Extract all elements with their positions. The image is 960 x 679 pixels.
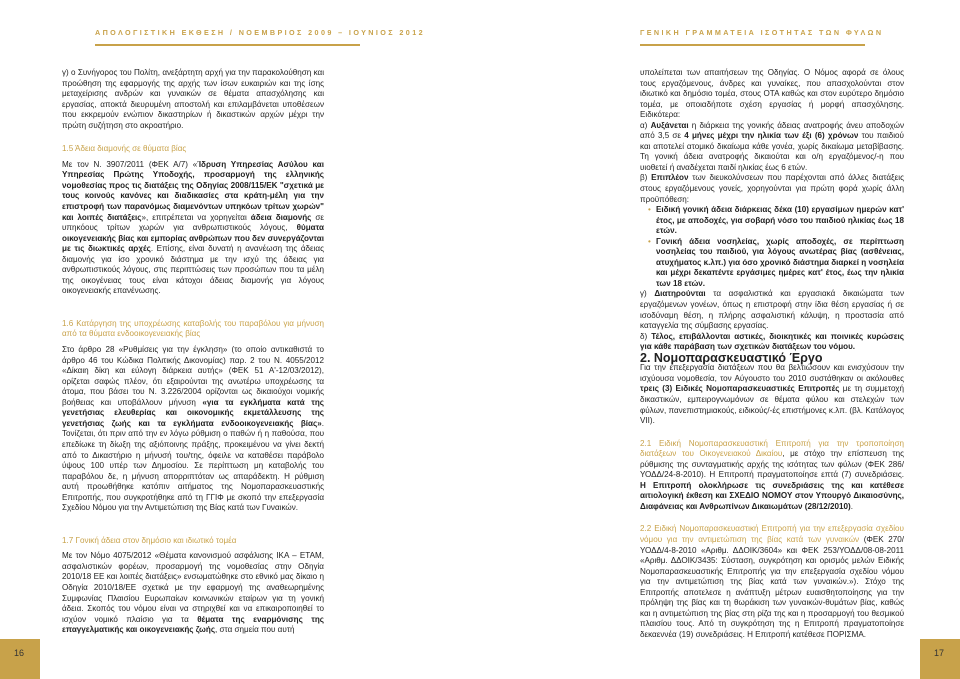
paragraph-committees: Για την επεξεργασία διατάξεων που θα βελτιώσουν και ενισχύσουν την ισχύουσα νομοθεσία, τον Αύγουστο του 2010 συστάθηκαν οι ακόλουθες τρεις (3) Ειδικές Νομοπαρασκευαστικές Επιτροπές με τη συμμετοχή δικαστικών, εμπειρογνωμόνων σε θέματα φύλου και στελεχών των φύλων, πανεπιστημιακούς, ειδικούς/-ές επιστήμονες κ.λπ. (βλ. Κατάλογος VII). (640, 363, 904, 426)
section-heading-1-7: 1.7 Γονική άδεια στον δημόσιο και ιδιωτικό τομέα (62, 535, 237, 545)
item-a: α) Αυξάνεται η διάρκεια της γονικής άδειας ανατροφής άνευ αποδοχών από 3,5 σε 4 μήνες μέχρι την ηλικία των έξι (6) χρόνων του παιδιού και αποτελεί ατομικό δικαίωμα κάθε γονέα, χωρίς δικαίωμα μεταβίβασης. Τη γονική άδεια ανατροφής δικαιούται και ο/η εργαζόμενος/-η που υιοθετεί ή αναδέχεται παιδί ηλικίας έως 6 ετών. (640, 120, 904, 172)
paragraph-parental-leave: Με τον Νόμο 4075/2012 «Θέματα κανονισμού ασφάλισης ΙΚΑ – ΕΤΑΜ, ασφαλιστικών φορέων, προσαρμογή της νομοθεσίας στην Οδηγία 2010/18 ΕΕ και λοιπές διατάξεις» ενσωματώθηκε στο εθνικό μας δίκαιο η Οδηγία 2010/18/ΕΕ σχετικά με την εφαρμογή της αναθεωρημένης Συμφωνίας Πλαισίου Ευρωπαίων κοινωνικών εταίρων για τη γονική άδεια. Σκοπός του νόμου είναι να στηριχθεί και να επικαιροποιηθεί το ισχύον νομικό πλαίσιο για τα θέματα της εναρμόνισης της επαγγελματικής και οικογενειακής ζωής, στα σημεία που αυτή (62, 551, 324, 635)
running-header-left: ΑΠΟΛΟΓΙΣΤΙΚΗ ΕΚΘΕΣΗ / ΝΟΕΜΒΡΙΟΣ 2009 – ΙΟΥΝΙΟΣ 2012 (95, 28, 425, 37)
paragraph-complaint-fee: Στο άρθρο 28 «Ρυθμίσεις για την έγκληση» (το οποίο αντικαθιστά το άρθρο 46 του Κώδικα Πολιτικής Δικονομίας) παρ. 2 του Ν. 4055/2012 «Δίκαιη δίκη και εύλογη διάρκεια αυτής» (ΦΕΚ 51 Α'-12/03/2012), ορίζεται σαφώς πλέον, ότι εξαιρούνται της ανωτέρω υποχρέωσης τα άτομα, που βάσει του Ν. 3.226/2004 ορίζονται ως δικαιούχοι νομικής βοήθειας και υποβάλλουν μήνυση «για τα εγκλήματα κατά της γενετήσιας ελευθερίας και οικονομικής εκμετάλλευσης της γενετήσιας ζωής και τα εγκλήματα ενδοοικογενειακής βίας». Τονίζεται, ότι πριν από την εν λόγω ρύθμιση ο παθών ή η παθούσα, που επεδίωκε τη δίωξη της αξιόποινης πράξης, προκειμένου να γίνει δεκτή από το Δικαστήριο η μήνυσή του/της, όφειλε να καταθέσει παράβολο ύψους 100 υπέρ των Δημοσίου. Σε περίπτωση μη καταβολής του παραβόλου δε, η μήνυση απορριπτόταν ως απαράδεκτη. Η ρύθμιση αυτή προωθήθηκε κατόπιν αιτήματος της Νομοπαρασκευαστικής Επιτροπής, που συγκροτήθηκε από τη ΓΓΙΦ με σκοπό την επεξεργασία Σχεδίου Νόμου για την Αντιμετώπιση της Βίας κατά των Γυναικών. (62, 345, 324, 513)
item-c: γ) Διατηρούνται τα ασφαλιστικά και εργασιακά δικαιώματα των εργαζόμενων γονέων, όπως η επιστροφή στην ίδια θέση εργασίας ή σε ισοδύναμη θέση, η πλήρης ασφαλιστική κάλυψη, η προστασία από καταγγελία της σύμβασης εργασίας. (640, 289, 904, 331)
section-heading-2-2: 2.2 Ειδική Νομοπαρασκευαστική Επιτροπή για την επεξεργασία σχεδίου νόμου για την αντιμετώπιση της βίας κατά των γυναικών (640, 524, 904, 544)
paragraph-2-1: 2.1 Ειδική Νομοπαρασκευαστική Επιτροπή για την τροποποίηση διατάξεων του Οικογενειακού Δικαίου, με στόχο την επίσπευση της ρύθμισης της συνταγματικής αρχής της ισότητας των φύλων (ΦΕΚ 286/ΥΟΔΔ/24-8-2010). Η Επιτροπή πραγματοποίησε επτά (7) συνεδριάσεις. Η Επιτροπή ολοκλήρωσε τις συνεδριάσεις της και κατέθεσε αιτιολογική έκθεση και ΣΧΕΔΙΟ ΝΟΜΟΥ στον Υπουργό Δικαιοσύνης, Διαφάνειας και Ανθρωπίνων Δικαιωμάτων (28/12/2010). (640, 438, 905, 511)
header-rule-right (640, 44, 865, 46)
page-number-right: 17 (934, 648, 945, 658)
page-number-box-left (0, 639, 40, 679)
paragraph-ombudsman: γ) ο Συνήγορος του Πολίτη, ανεξάρτητη αρχή για την παρακολούθηση και προώθηση της εφαρμογής της αρχής των ίσων ευκαιριών και της ίσης μεταχείρισης ανδρών και γυναικών σε θέματα απασχόλησης και εργασίας, αποκτά διευρυμένη αποστολή και επιλαμβάνεται υποθέσεων που εκκρεμούν ενώπιον δικαστηρίων ή δικαστικών αρχών μέχρι την πρώτη συζήτηση στο ακροατήριο. (62, 68, 324, 130)
item-b: β) Επιπλέον των διευκολύνσεων που παρέχονται από άλλες διατάξεις στους εργαζόμενους γονείς, χορηγούνται για πρώτη φορά χωρίς άλλη προϋπόθεση: (640, 173, 904, 204)
section-heading-2-1: 2.1 Ειδική Νομοπαρασκευαστική Επιτροπή για την τροποποίηση διατάξεων του Οικογενειακού Δικαίου (640, 438, 904, 459)
right-page-column (640, 68, 904, 640)
bullet-list-leave (640, 205, 904, 289)
header-rule-left (95, 44, 360, 46)
list-item: • Γονική άδεια νοσηλείας, χωρίς αποδοχές, σε περίπτωση νοσηλείας του παιδιού, για λόγους ανωτέρας βίας (ασθένειας, ατυχήματος κ.λπ.) για όσο χρονικό διάστημα διαρκεί η νοσηλεία και μέχρι δεκαπέντε εργάσιμες ημέρες κατ' έτος, έως την ηλικία των 18 ετών. (650, 237, 904, 290)
paragraph-residence-permit: Με τον Ν. 3907/2011 (ΦΕΚ Α/7) «Ίδρυση Υπηρεσίας Ασύλου και Υπηρεσίας Πρώτης Υποδοχής, προσαρμογή της ελληνικής νομοθεσίας προς τις διατάξεις της Οδηγίας 2008/115/ΕΚ "σχετικά με τους κοινούς κανόνες και διαδικασίες στα κράτη-μέλη για την επιστροφή των παρανόμως διαμενόντων υπηκόων τρίτων χωρών" και λοιπές διατάξεις», επιτρέπεται να χορηγείται άδεια διαμονής σε υπηκόους τρίτων χωρών για ανθρωπιστικούς λόγους, θύματα οικογενειακής βίας και εμπορίας ανθρώπων που δεν συνεργάζονται με τις διωκτικές αρχές. Επίσης, είναι δυνατή η ανανέωση της άδειας διαμονής για ίσο χρονικό διάστημα με την ισχύ της άδειας για ανθρωπιστικούς λόγους, στις περιπτώσεις των προσώπων που τα μέλη της οικογένειας τους είναι κάτοχοι άδειας διαμονής για λόγους οικογενειακής επανένωσης. (62, 159, 325, 296)
running-header-right: ΓΕΝΙΚΗ ΓΡΑΜΜΑΤΕΙΑ ΙΣΟΤΗΤΑΣ ΤΩΝ ΦΥΛΩΝ (640, 28, 884, 37)
section-heading-1-6: 1.6 Κατάργηση της υποχρέωσης καταβολής του παραβόλου για μήνυση από τα θύματα ενδοοικογενειακής βίας (62, 318, 324, 339)
section-heading-1-5: 1.5 Άδεια διαμονής σε θύματα βίας (62, 144, 187, 154)
left-page-column (62, 68, 324, 636)
page-number-left: 16 (14, 648, 25, 658)
paragraph-2-2: 2.2 Ειδική Νομοπαρασκευαστική Επιτροπή για την επεξεργασία σχεδίου νόμου για την αντιμετώπιση της βίας κατά των γυναικών (ΦΕΚ 270/ΥΟΔΔ/4-8-2010 «Αριθμ. ΔΔΟΙΚ/3604» και ΦΕΚ 253/ΥΟΔΔ/08-08-2011 «Αριθμ. ΔΔΟΙΚ/3435: Σύσταση, συγκρότηση και ορισμός μελών Ειδικής Νομοπαρασκευαστικής Επιτροπής για την επεξεργασία σχεδίου νόμου για την αντιμετώπιση της βίας κατά των γυναικών.»). Στόχο της Επιτροπής αποτελεσε η ανάπτυξη μέτρων ευαισθητοποίησης για την πρόληψη της βίας και τη θωράκιση των γυναικών-θυμάτων βίας, καθώς και η αντιμετώπιση της βίας στη ρίζα της και η προσαρμογή του θεσμικού πλαισίου τους. Από τη συγκρότηση της η Επιτροπή πραγματοποίησε δεκαεννέα (19) συνεδριάσεις. Η Επιτροπή κατέθεσε ΠΟΡΙΣΜΑ. (640, 524, 905, 639)
section-heading-2: 2. Νομοπαρασκευαστικό Έργο (640, 350, 823, 365)
list-item: • Ειδική γονική άδεια διάρκειας δέκα (10) εργασίμων ημερών κατ' έτος, με αποδοχές, για σοβαρή νόσο του παιδιού ηλικίας έως 18 ετών. (650, 205, 904, 237)
paragraph-law-scope: υπολείπεται των απαιτήσεων της Οδηγίας. Ο Νόμος αφορά σε όλους τους εργαζόμενους, άνδρες και γυναίκες, που απασχολούνται στον ιδιωτικό και δημόσιο τομέα, στους ΟΤΑ καθώς και στον ευρύτερο δημόσιο τομέα, με οποιαδήποτε σχέση εργασίας ή μορφή απασχόλησης. Ειδικότερα: (640, 68, 904, 120)
page-number-box-right (920, 639, 960, 679)
item-d: δ) Τέλος, επιβάλλονται αστικές, διοικητικές και ποινικές κυρώσεις για κάθε παράβαση των σχετικών διατάξεων του νόμου. (640, 331, 905, 352)
